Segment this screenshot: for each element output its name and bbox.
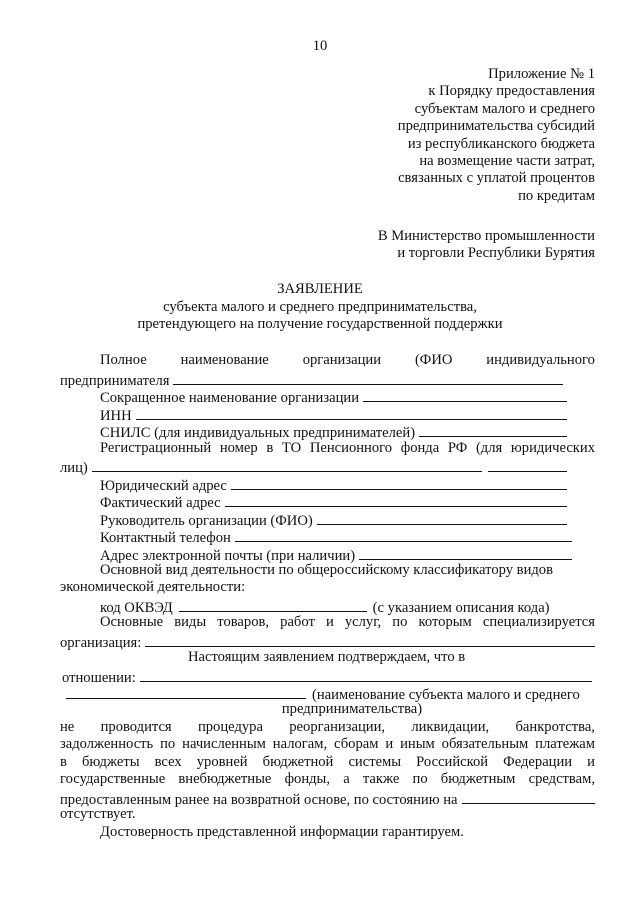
snils-label: СНИЛС (для индивидуальных предпринимателей): [100, 425, 416, 441]
okved-field[interactable]: [179, 597, 367, 612]
appendix-line: к Порядку предоставления: [428, 83, 595, 100]
actual-address-field[interactable]: [225, 492, 567, 507]
reg-number-label: Регистрационный номер в ТО Пенсионного фонда РФ (для юридических: [100, 440, 595, 456]
inn-field[interactable]: [136, 405, 567, 420]
body-line: государственные внебюджетные фонды, а также по бюджетным средствам,: [60, 771, 595, 787]
full-name-label-cont: предпринимателя: [60, 373, 170, 389]
appendix-line: на возмещение части затрат,: [419, 153, 595, 170]
appendix-line: по кредитам: [518, 187, 595, 204]
addressee-line: В Министерство промышленности: [377, 228, 595, 244]
appendix-line: Приложение № 1: [488, 66, 595, 82]
word: Полное: [100, 352, 147, 368]
email-field[interactable]: [359, 545, 572, 560]
goods-field[interactable]: [145, 632, 595, 647]
short-name-field[interactable]: [363, 387, 567, 402]
word: ликвидации,: [411, 719, 490, 735]
word: проводится: [100, 719, 172, 735]
document-subtitle: претендующего на получение государственной поддержки: [137, 316, 503, 332]
full-name-label: [100, 352, 595, 369]
okved-label: код ОКВЭД: [100, 600, 173, 616]
okved-intro-cont: экономической деятельности:: [60, 579, 246, 595]
relation-label: отношении:: [62, 670, 136, 686]
word: не: [60, 719, 75, 735]
body-line: [60, 719, 595, 736]
goods-label: Основные виды товаров, работ и услуг, по которым специализируется: [100, 614, 595, 630]
reg-number-label-cont: лиц): [60, 460, 88, 476]
head-field[interactable]: [317, 510, 567, 525]
word: (ФИО: [414, 352, 453, 368]
snils-field[interactable]: [419, 422, 567, 437]
phone-label: Контактный телефон: [100, 530, 231, 546]
subject-name-hint: (наименование субъекта малого и среднего: [312, 687, 580, 703]
body-line: задолженность по начисленным налогам, сборам и иным обязательным платежам: [60, 736, 595, 752]
okved-note: (с указанием описания кода): [372, 600, 550, 616]
word: наименование: [180, 352, 269, 368]
guarantee-text: Достоверность представленной информации гарантируем.: [100, 824, 464, 840]
addressee-line: и торговли Республики Бурятия: [397, 245, 595, 262]
short-name-label: Сокращенное наименование организации: [100, 390, 360, 406]
appendix-line: связанных с уплатой процентов: [398, 170, 595, 187]
inn-label: ИНН: [100, 408, 132, 424]
phone-field[interactable]: [235, 527, 572, 542]
word: организации: [302, 352, 382, 368]
legal-address-field[interactable]: [231, 475, 567, 490]
actual-address-label: Фактический адрес: [100, 495, 221, 511]
confirmation-intro: Настоящим заявлением подтверждаем, что в: [188, 649, 466, 665]
full-name-field[interactable]: [173, 370, 563, 385]
word: процедура: [197, 719, 263, 735]
appendix-line: предпринимательства субсидий: [397, 118, 595, 135]
document-title: ЗАЯВЛЕНИЕ: [277, 281, 363, 297]
appendix-block: [398, 66, 595, 205]
body-line: отсутствует.: [60, 806, 136, 822]
relation-field[interactable]: [140, 667, 592, 682]
body-line: в бюджеты всех уровней бюджетной системы Российской Федерации и: [60, 754, 595, 770]
subject-name-field[interactable]: [66, 684, 306, 699]
reg-number-field-extra[interactable]: [488, 457, 567, 472]
okved-intro: Основной вид деятельности по общероссийскому классификатору видов: [100, 562, 553, 578]
word: индивидуального: [486, 352, 595, 368]
page-number: 10: [312, 38, 328, 54]
word: реорганизации,: [289, 719, 386, 735]
date-field[interactable]: [462, 789, 595, 804]
word: банкротства,: [515, 719, 595, 735]
legal-address-label: Юридический адрес: [100, 478, 227, 494]
reg-number-field[interactable]: [92, 457, 482, 472]
body-line: предоставленным ранее на возвратной основе, по состоянию на: [60, 792, 458, 808]
document-subtitle: субъекта малого и среднего предпринимательства,: [163, 299, 477, 315]
subject-name-hint-cont: предпринимательства): [281, 701, 423, 717]
email-label: Адрес электронной почты (при наличии): [100, 548, 356, 564]
goods-label-cont: организация:: [60, 635, 142, 651]
addressee-block: [378, 228, 595, 263]
appendix-line: субъектам малого и среднего: [414, 100, 595, 117]
head-label: Руководитель организации (ФИО): [100, 513, 313, 529]
appendix-line: из республиканского бюджета: [407, 135, 595, 152]
